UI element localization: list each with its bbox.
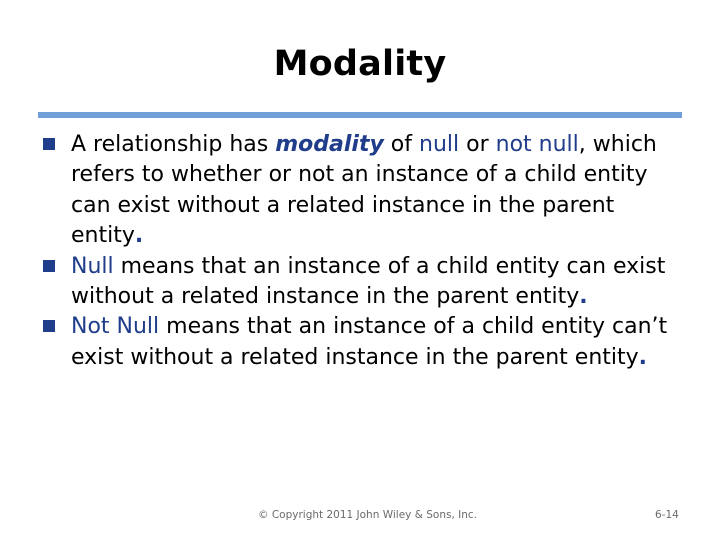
square-bullet-icon [43,320,55,332]
term-null: Null [71,253,114,279]
bullet-text: A relationship has [71,132,276,157]
slide-title: Modality [273,44,447,84]
page-number: 6-14 [655,509,679,521]
bullet-text: means that an instance of a child entity can’t exist without a related instance in the parent entity [71,314,668,370]
bullet-text: means that an instance of a child entity can exist without a related instance in the parent entity [71,253,666,310]
term-not-null: Not Null [71,314,160,340]
bullet-text: , which refers to whether or not an instance of a child entity can exist without a related instance in the parent entity [71,132,657,249]
bullet-text: or [459,132,496,157]
period-accent: . [638,344,648,370]
period-accent: . [579,284,588,310]
bullet-item-not-null [42,312,682,373]
term-modality: modality [275,132,384,157]
period-accent: . [134,223,144,249]
term-null: null [419,132,460,157]
bullet-list [42,130,682,373]
square-bullet-icon [43,260,55,272]
title-divider [38,112,682,118]
bullet-item-modality [42,130,682,252]
term-not-null: not null [495,132,579,157]
bullet-item-null [42,252,682,313]
bullet-text: of [383,132,420,157]
copyright-footer: © Copyright 2011 John Wiley & Sons, Inc. [258,509,477,521]
square-bullet-icon [43,138,55,150]
